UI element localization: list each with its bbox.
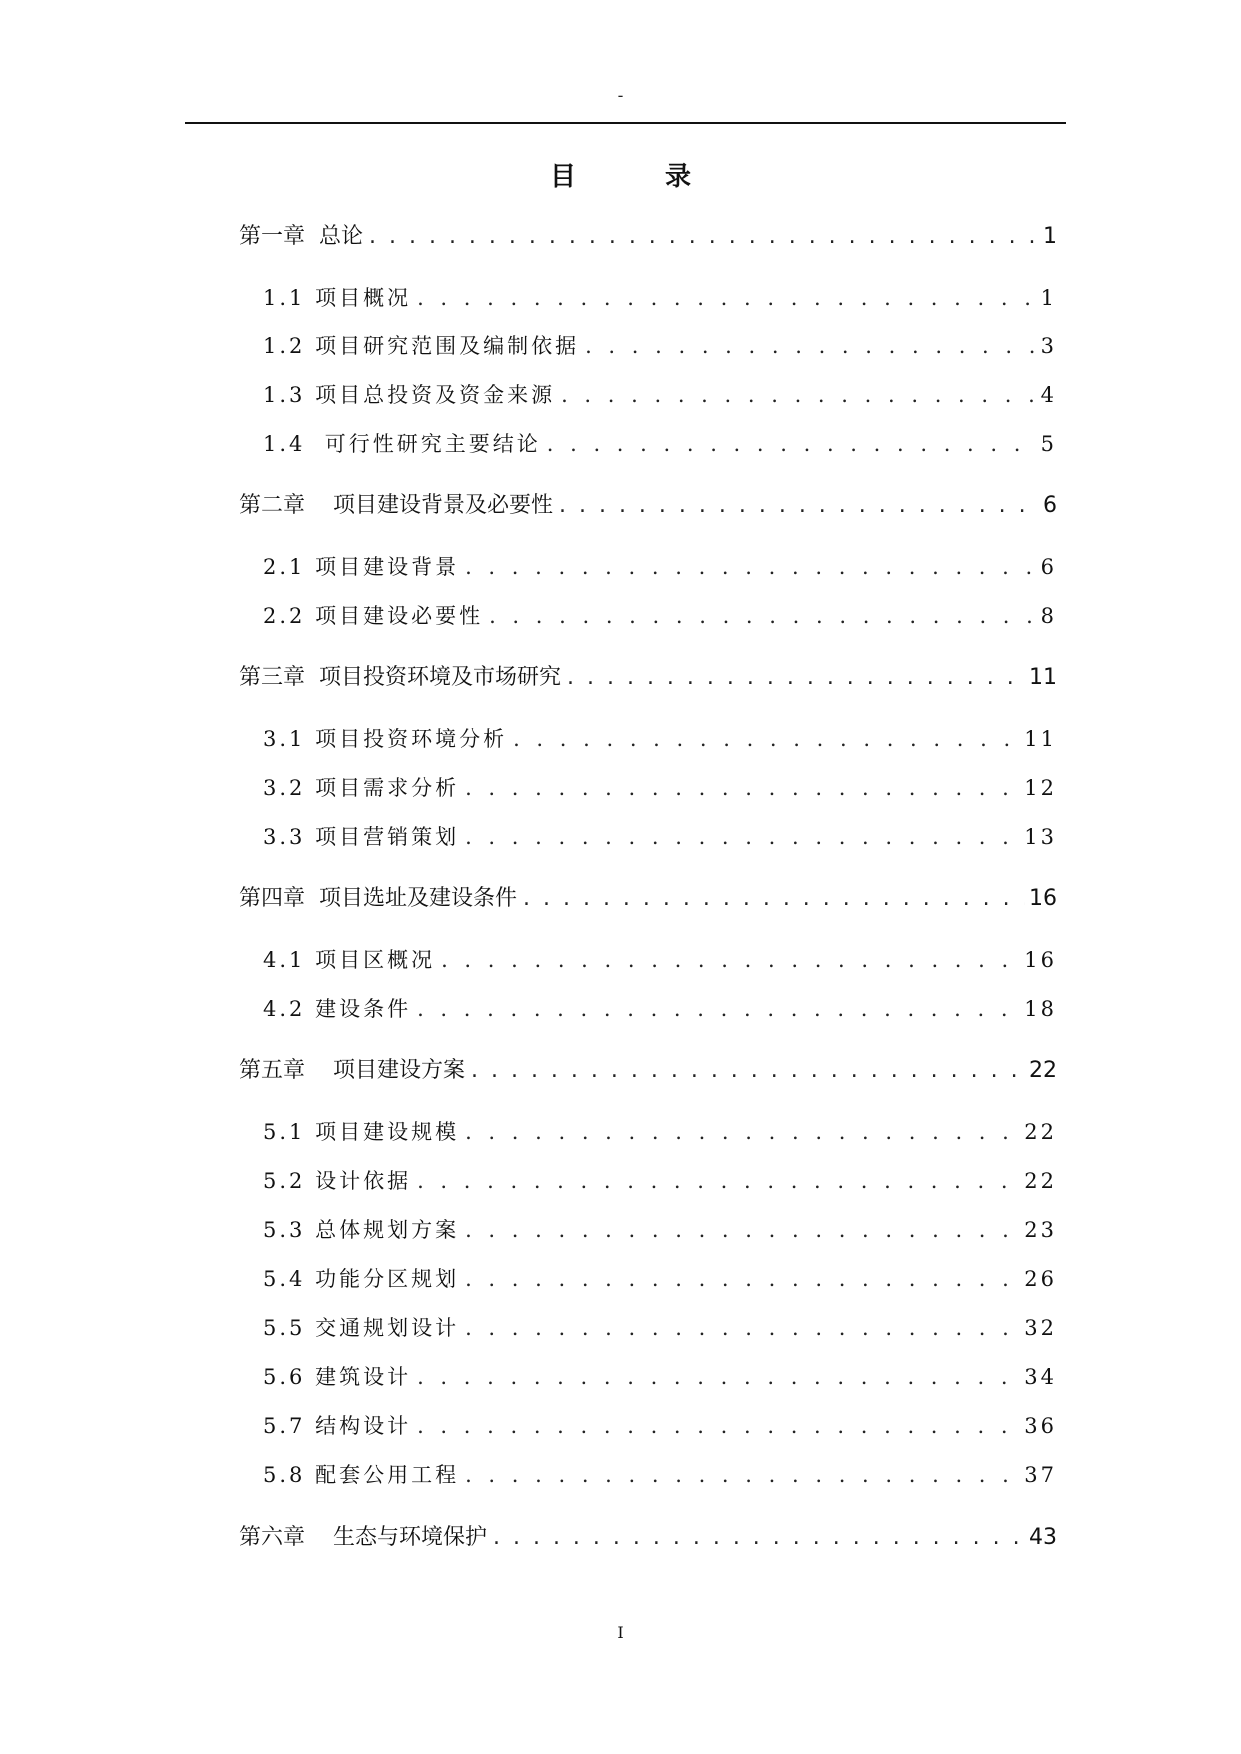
toc-entry-section-2-1[interactable] bbox=[263, 552, 1057, 582]
toc-entry-page: 11 bbox=[1029, 665, 1057, 690]
toc-entry-page: 5 bbox=[1040, 432, 1057, 456]
toc-entry-section-5-3[interactable] bbox=[263, 1215, 1057, 1245]
toc-entry-page: 8 bbox=[1040, 604, 1057, 628]
toc-entry-page: 23 bbox=[1024, 1218, 1057, 1242]
toc-dot-leader bbox=[493, 1523, 1025, 1553]
toc-entry-label: 2.1 项目建设背景 bbox=[263, 555, 460, 579]
toc-entry-label: 5.8 配套公用工程 bbox=[263, 1463, 460, 1487]
toc-entry-page: 22 bbox=[1029, 1058, 1057, 1083]
toc-entry-section-4-1[interactable] bbox=[263, 945, 1057, 975]
toc-entry-section-2-2[interactable] bbox=[263, 601, 1057, 631]
toc-entry-section-5-7[interactable] bbox=[263, 1411, 1057, 1441]
toc-entry-page: 22 bbox=[1024, 1169, 1057, 1193]
toc-entry-section-3-1[interactable] bbox=[263, 724, 1057, 754]
toc-dot-leader bbox=[417, 1411, 1020, 1441]
toc-entry-page: 12 bbox=[1024, 776, 1057, 800]
toc-entry-chapter-3[interactable] bbox=[239, 663, 1057, 693]
toc-dot-leader bbox=[471, 1056, 1025, 1086]
toc-entry-section-5-6[interactable] bbox=[263, 1362, 1057, 1392]
toc-entry-chapter-2[interactable] bbox=[239, 491, 1057, 521]
toc-entry-label: 4.2 建设条件 bbox=[263, 997, 412, 1021]
toc-entry-page: 43 bbox=[1029, 1525, 1057, 1550]
toc-dot-leader bbox=[465, 773, 1020, 803]
toc-entry-label: 第五章 项目建设方案 bbox=[239, 1058, 465, 1083]
toc-entry-chapter-6[interactable] bbox=[239, 1523, 1057, 1553]
toc-dot-leader bbox=[369, 222, 1039, 252]
toc-entry-page: 4 bbox=[1040, 383, 1057, 407]
header-rule bbox=[185, 122, 1066, 124]
toc-entry-page: 6 bbox=[1043, 493, 1057, 518]
toc-entry-label: 3.1 项目投资环境分析 bbox=[263, 727, 508, 751]
toc-entry-label: 3.3 项目营销策划 bbox=[263, 825, 460, 849]
toc-title: 目 录 bbox=[549, 162, 732, 192]
toc-dot-leader bbox=[465, 1264, 1020, 1294]
toc-entry-page: 22 bbox=[1024, 1120, 1057, 1144]
toc-entry-section-5-5[interactable] bbox=[263, 1313, 1057, 1343]
toc-dot-leader bbox=[567, 663, 1025, 693]
toc-dot-leader bbox=[489, 601, 1037, 631]
toc-dot-leader bbox=[417, 1362, 1020, 1392]
toc-dot-leader bbox=[513, 724, 1020, 754]
toc-entry-label: 3.2 项目需求分析 bbox=[263, 776, 460, 800]
toc-entry-page: 16 bbox=[1024, 948, 1057, 972]
toc-entry-label: 5.7 结构设计 bbox=[263, 1414, 412, 1438]
toc-entry-section-3-2[interactable] bbox=[263, 773, 1057, 803]
toc-entry-label: 1.3 项目总投资及资金来源 bbox=[263, 383, 556, 407]
toc-entry-page: 34 bbox=[1024, 1365, 1057, 1389]
toc-entry-label: 5.6 建筑设计 bbox=[263, 1365, 412, 1389]
toc-entry-page: 3 bbox=[1040, 334, 1057, 358]
toc-entry-label: 第二章 项目建设背景及必要性 bbox=[239, 493, 553, 518]
toc-entry-label: 1.2 项目研究范围及编制依据 bbox=[263, 334, 580, 358]
toc-entry-label: 第四章 项目选址及建设条件 bbox=[239, 886, 517, 911]
toc-entry-section-1-4[interactable] bbox=[263, 429, 1057, 459]
toc-entry-label: 1.4 可行性研究主要结论 bbox=[263, 432, 541, 456]
toc-dot-leader bbox=[465, 552, 1037, 582]
toc-entry-page: 32 bbox=[1024, 1316, 1057, 1340]
toc-entry-label: 第六章 生态与环境保护 bbox=[239, 1525, 487, 1550]
toc-dot-leader bbox=[547, 429, 1037, 459]
toc-entry-label: 4.1 项目区概况 bbox=[263, 948, 436, 972]
toc-entry-label: 5.2 设计依据 bbox=[263, 1169, 412, 1193]
toc-entry-page: 11 bbox=[1024, 727, 1057, 751]
toc-dot-leader bbox=[465, 1117, 1020, 1147]
toc-entry-section-3-3[interactable] bbox=[263, 822, 1057, 852]
toc-entry-page: 37 bbox=[1024, 1463, 1057, 1487]
toc-dot-leader bbox=[417, 283, 1037, 313]
toc-entry-chapter-1[interactable] bbox=[239, 222, 1057, 252]
toc-entry-label: 5.5 交通规划设计 bbox=[263, 1316, 460, 1340]
toc-entry-section-4-2[interactable] bbox=[263, 994, 1057, 1024]
toc-entry-label: 5.4 功能分区规划 bbox=[263, 1267, 460, 1291]
toc-entry-chapter-5[interactable] bbox=[239, 1056, 1057, 1086]
toc-entry-label: 1.1 项目概况 bbox=[263, 286, 412, 310]
toc-entry-label: 5.3 总体规划方案 bbox=[263, 1218, 460, 1242]
toc-dot-leader bbox=[585, 331, 1037, 361]
toc-entry-page: 1 bbox=[1043, 224, 1057, 249]
toc-entry-section-1-1[interactable] bbox=[263, 283, 1057, 313]
page-number: I bbox=[617, 1623, 624, 1642]
toc-entry-section-5-4[interactable] bbox=[263, 1264, 1057, 1294]
toc-entry-section-1-3[interactable] bbox=[263, 380, 1057, 410]
toc-dot-leader bbox=[559, 491, 1039, 521]
header-mark: - bbox=[617, 86, 624, 105]
toc-dot-leader bbox=[417, 994, 1020, 1024]
toc-dot-leader bbox=[523, 884, 1025, 914]
toc-dot-leader bbox=[465, 1460, 1020, 1490]
toc-dot-leader bbox=[465, 1215, 1020, 1245]
toc-entry-label: 5.1 项目建设规模 bbox=[263, 1120, 460, 1144]
toc-entry-section-5-2[interactable] bbox=[263, 1166, 1057, 1196]
toc-entry-section-5-8[interactable] bbox=[263, 1460, 1057, 1490]
toc-entry-page: 1 bbox=[1040, 286, 1057, 310]
toc-entry-label: 第三章 项目投资环境及市场研究 bbox=[239, 665, 561, 690]
toc-entry-page: 26 bbox=[1024, 1267, 1057, 1291]
toc-entry-chapter-4[interactable] bbox=[239, 884, 1057, 914]
toc-dot-leader bbox=[465, 822, 1020, 852]
toc-entry-page: 18 bbox=[1024, 997, 1057, 1021]
toc-entry-label: 2.2 项目建设必要性 bbox=[263, 604, 484, 628]
toc-entry-section-5-1[interactable] bbox=[263, 1117, 1057, 1147]
toc-entry-page: 36 bbox=[1024, 1414, 1057, 1438]
toc-entry-page: 16 bbox=[1029, 886, 1057, 911]
toc-dot-leader bbox=[441, 945, 1020, 975]
toc-entry-page: 6 bbox=[1040, 555, 1057, 579]
toc-dot-leader bbox=[561, 380, 1037, 410]
toc-entry-section-1-2[interactable] bbox=[263, 331, 1057, 361]
toc-entry-page: 13 bbox=[1024, 825, 1057, 849]
toc-dot-leader bbox=[465, 1313, 1020, 1343]
toc-entry-label: 第一章 总论 bbox=[239, 224, 363, 249]
toc-dot-leader bbox=[417, 1166, 1020, 1196]
